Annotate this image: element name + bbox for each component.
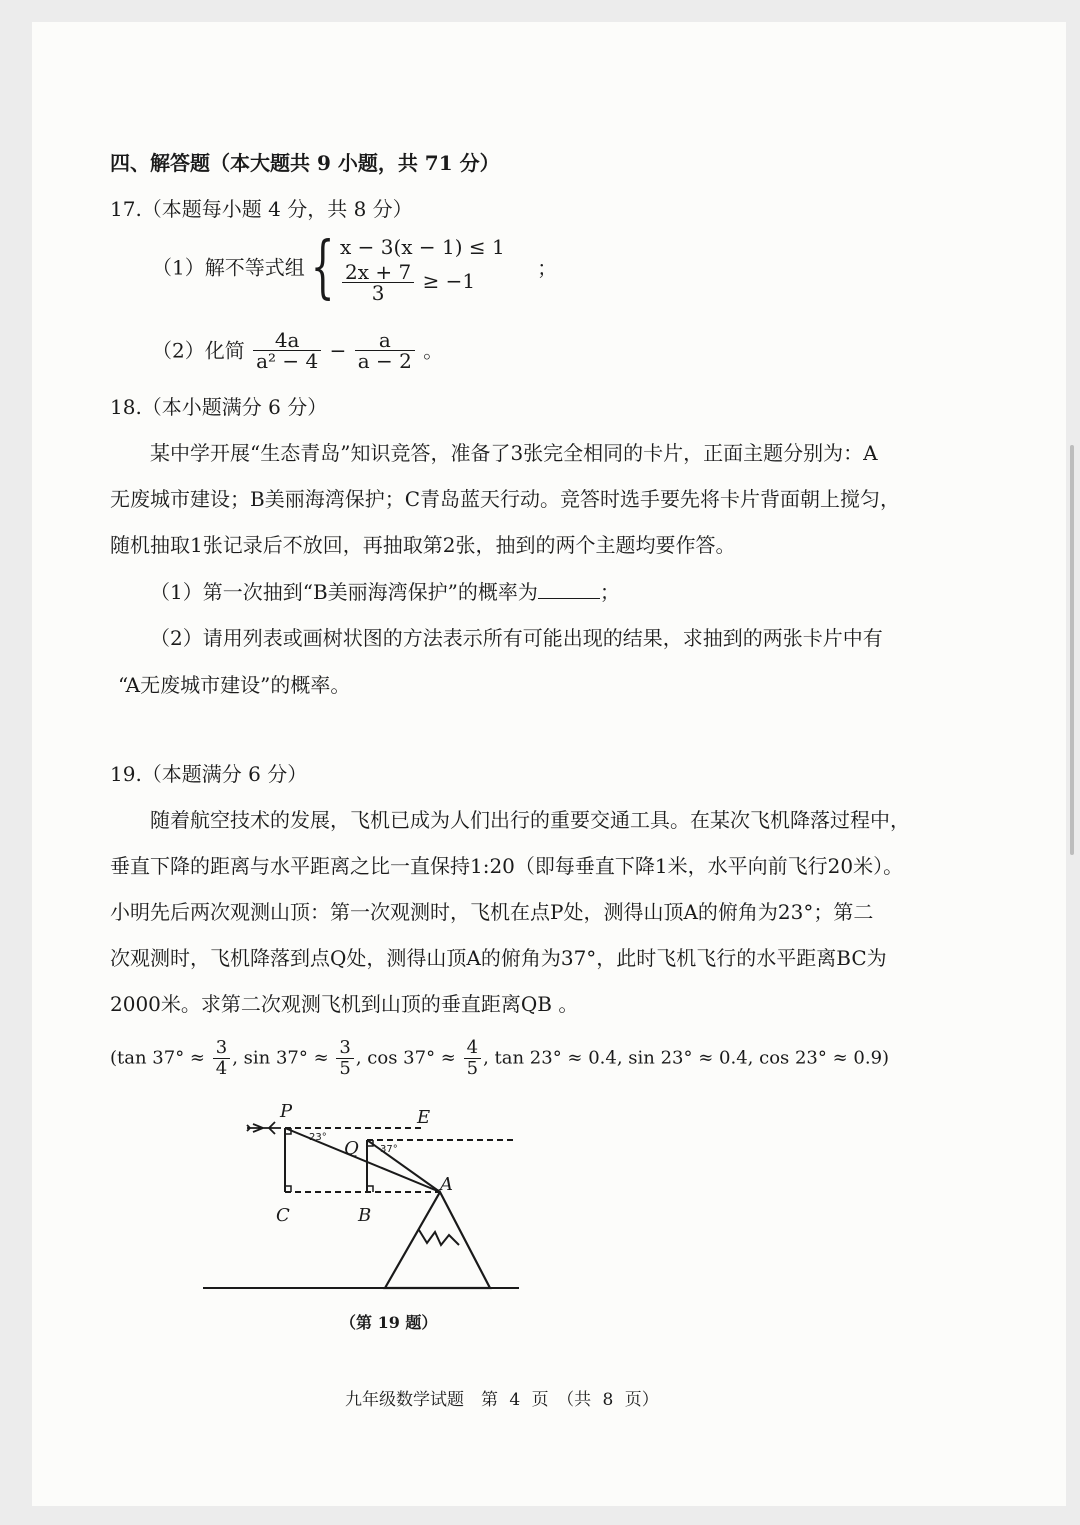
- brace-symbol: {: [310, 227, 335, 307]
- fraction-a: $\frac{a}{a - 2}$: [355, 330, 415, 371]
- q18-paragraph-line: 随机抽取1张记录后不放回，再抽取第2张，抽到的两个主题均要作答。: [110, 533, 736, 557]
- answer-blank: [538, 580, 600, 599]
- q17-part1: （1）解不等式组{ x − 3(x − 1) ≤ 1 $\frac{2x + 7}{3}$ ≥ −1 ；: [152, 227, 558, 307]
- q18-sub1: （1）第一次抽到“B美丽海湾保护”的概率为 ；: [150, 580, 620, 604]
- q18-paragraph-line: 某中学开展“生态青岛”知识竞答，准备了3张完全相同的卡片，正面主题分别为：A: [150, 441, 878, 465]
- q19-paragraph-line: 2000米。求第二次观测飞机到山顶的垂直距离QB 。: [110, 992, 579, 1016]
- fraction-4a: $\frac{4a}{\text{a² − 4}}$: [253, 330, 321, 371]
- q17-part2: （2）化简 $\frac{4a}{\text{a² − 4}}$ − $\frac{a}{a - 2}$ 。: [152, 328, 444, 373]
- q18-paragraph-line: 无废城市建设；B美丽海湾保护；C青岛蓝天行动。竞答时选手要先将卡片背面朝上搅匀，: [110, 487, 900, 511]
- q18-sub2-line1: （2）请用列表或画树状图的方法表示所有可能出现的结果，求抽到的两张卡片中有: [150, 626, 883, 650]
- fraction: $\frac{2x + 7}{3}$: [342, 262, 414, 303]
- inequality-1: x − 3(x − 1) ≤ 1: [340, 235, 505, 259]
- q19-paragraph-line: 随着航空技术的发展，飞机已成为人们出行的重要交通工具。在某次飞机降落过程中，: [150, 808, 910, 832]
- inequality-2: $\frac{2x + 7}{3}$ ≥ −1: [340, 262, 505, 303]
- scrollbar[interactable]: [1070, 445, 1074, 855]
- label-C: C: [276, 1205, 290, 1226]
- mountain: [385, 1192, 490, 1288]
- section-heading: 四、解答题（本大题共 9 小题，共 71 分）: [110, 151, 500, 175]
- figure-caption: （第 19 题）: [340, 1313, 438, 1332]
- q17-part2-label: （2）化简: [152, 338, 245, 363]
- page-footer: 九年级数学试题 第 4 页 （共 8 页）: [345, 1390, 659, 1410]
- q19-paragraph-line: 小明先后两次观测山顶：第一次观测时，飞机在点P处，测得山顶A的俯角为23°；第二: [110, 900, 874, 924]
- angle-37-label: 37°: [380, 1144, 398, 1155]
- snow-cap: [419, 1230, 459, 1245]
- q19-figure: [195, 1095, 535, 1300]
- fraction-tan37: $\frac{3}{4}$: [213, 1038, 230, 1079]
- label-A: A: [440, 1174, 453, 1195]
- q18-header: 18.（本小题满分 6 分）: [110, 395, 328, 419]
- label-P: P: [280, 1101, 293, 1122]
- q18-sub2-line2: “A无废城市建设”的概率。: [118, 673, 351, 697]
- label-E: E: [417, 1107, 431, 1128]
- airplane-icon: [247, 1122, 281, 1134]
- angle-23-label: 23°: [309, 1132, 327, 1143]
- label-Q: Q: [344, 1138, 359, 1159]
- q19-hint: (tan 37° ≈ $\frac{3}{4}$ , sin 37° ≈ $\frac{3}{5}$ , cos 37° ≈ $\frac{4}{5}$ , tan 23° ≈ 0.4, sin 23° ≈ 0.4, cos 23° ≈ 0.9): [110, 1037, 890, 1079]
- inequality-system: [340, 232, 505, 303]
- q17-header: 17.（本题每小题 4 分，共 8 分）: [110, 197, 413, 221]
- q17-part1-label: （1）解不等式组: [152, 255, 305, 280]
- fraction-cos37: $\frac{4}{5}$: [464, 1038, 481, 1079]
- fraction-sin37: $\frac{3}{5}$: [336, 1038, 353, 1079]
- label-B: B: [358, 1205, 372, 1226]
- q19-paragraph-line: 次观测时，飞机降落到点Q处，测得山顶A的俯角为37°，此时飞机飞行的水平距离BC为: [110, 946, 887, 970]
- q19-header: 19.（本题满分 6 分）: [110, 762, 308, 786]
- q19-paragraph-line: 垂直下降的距离与水平距离之比一直保持1:20（即每垂直下降1米，水平向前飞行20米）。: [110, 854, 904, 878]
